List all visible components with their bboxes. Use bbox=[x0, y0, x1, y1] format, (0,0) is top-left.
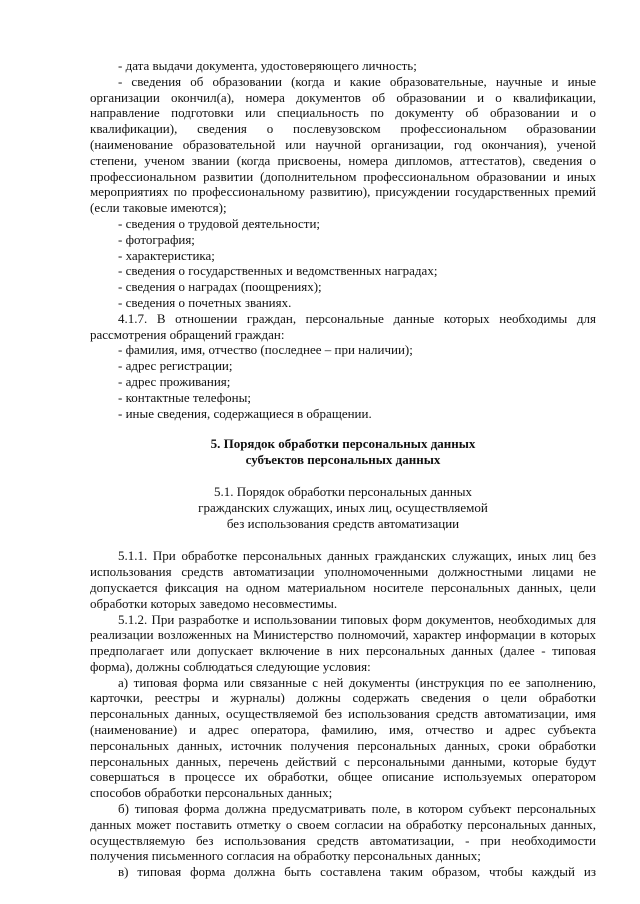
subsection-heading bbox=[90, 484, 596, 531]
list-item: - фотография; bbox=[118, 231, 195, 247]
list-item: - характеристика; bbox=[118, 247, 215, 263]
paragraph-item-b: б) типовая форма должна предусматривать поле, в котором субъект персональных данных может поставить отметку о своем согласии на обработку персональных данных, осуществляемую без использования средств автоматизации, - при необходимости получения письменного согласия на обработку персональных данных; bbox=[90, 801, 596, 864]
section-heading-line: субъектов персональных данных bbox=[245, 452, 441, 468]
paragraph-item-v: в) типовая форма должна быть составлена таким образом, чтобы каждый из bbox=[118, 864, 596, 880]
list-item: - фамилия, имя, отчество (последнее – при наличии); bbox=[118, 342, 413, 358]
document-body bbox=[90, 58, 596, 880]
list-item: - сведения о почетных званиях. bbox=[118, 294, 292, 310]
list-item: - адрес проживания; bbox=[118, 373, 231, 389]
subsection-heading-line: без использования средств автоматизации bbox=[226, 515, 460, 531]
paragraph-item-a: а) типовая форма или связанные с ней документы (инструкция по ее заполнению, карточки, реестры и журналы) должны содержать сведения о цели обработки персональных данных, осуществляемой без использования средств автоматизации, имя (наименование) и адрес оператора, фамилию, имя, отчество и адрес субъекта персональных данных, источник получения персональных данных, сроки обработки персональных данных, перечень действий с персональными данными, которые будут совершаться в процессе их обработки, общее описание используемых оператором способов обработки персональных данных; bbox=[90, 674, 596, 801]
list-item: - сведения о трудовой деятельности; bbox=[118, 215, 321, 231]
list-item: - сведения о государственных и ведомственных наградах; bbox=[118, 263, 438, 279]
subsection-heading-line: 5.1. Порядок обработки персональных данных bbox=[213, 483, 473, 499]
subsection-heading-line: гражданских служащих, иных лиц, осуществляемой bbox=[198, 499, 488, 515]
list-item: - адрес регистрации; bbox=[118, 358, 233, 374]
paragraph-5-1-1: 5.1.1. При обработке персональных данных гражданских служащих, иных лиц без использования средств автоматизации уполномоченными должностными лицами не допускается фиксация на одном материальном носителе персональных данных, цели обработки которых заведомо несовместимы. bbox=[90, 548, 596, 611]
section-heading-line: 5. Порядок обработки персональных данных bbox=[210, 436, 476, 452]
list-item: - контактные телефоны; bbox=[118, 389, 251, 405]
list-item: - дата выдачи документа, удостоверяющего личность; bbox=[118, 58, 417, 73]
list-item: - иные сведения, содержащиеся в обращении. bbox=[118, 405, 372, 421]
paragraph-5-1-2: 5.1.2. При разработке и использовании типовых форм документов, необходимых для реализации возложенных на Министерство полномочий, характер информации в которых предполагает или допускает включение в них персональных данных (далее - типовая форма), должны соблюдаться следующие условия: bbox=[90, 611, 596, 674]
list-item: - сведения о наградах (поощрениях); bbox=[118, 279, 322, 295]
paragraph-4-1-7: 4.1.7. В отношении граждан, персональные данные которых необходимы для рассмотрения обращений граждан: bbox=[90, 310, 596, 342]
section-heading bbox=[90, 436, 596, 468]
list-item: - сведения об образовании (когда и какие образовательные, научные и иные организации окончил(а), номера документов об образовании и о квалификации, направление подготовки или специальность по документу об образовании и о квалификации), сведения о послевузовском профессиональном образовании (наименование образовательной или научной организации, год окончания), ученой степени, ученом звании (когда присвоены, номера дипломов, аттестатов), сведения о профессиональном развитии (дополнительном профессиональном образовании и иных мероприятиях по профессиональному развитию), присуждении государственных премий (если таковые имеются); bbox=[90, 73, 596, 216]
